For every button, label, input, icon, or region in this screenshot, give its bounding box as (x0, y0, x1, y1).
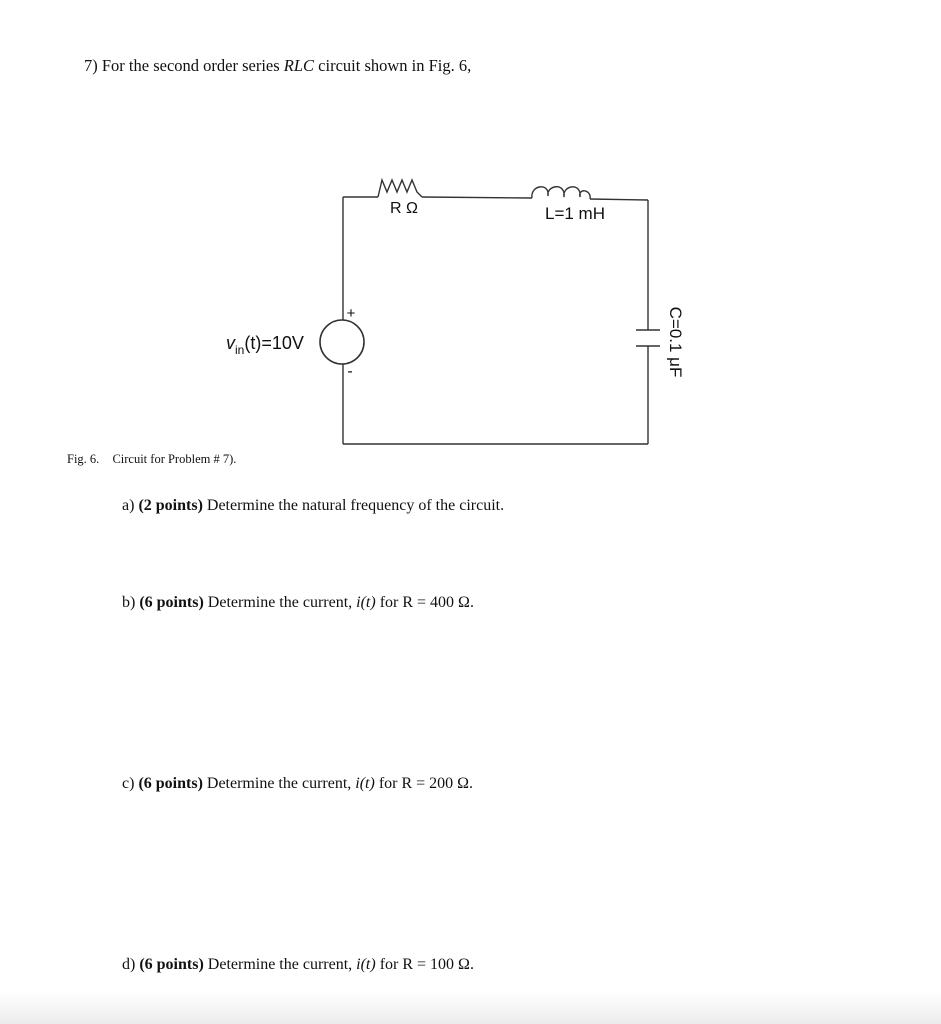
voltage-source-symbol (320, 320, 364, 364)
part-text: Determine the natural frequency of the circuit. (206, 497, 505, 514)
part-math: R = 400 Ω. (402, 594, 474, 611)
source-label (226, 333, 304, 357)
capacitor-label: C=0.1 μF (666, 306, 685, 378)
problem-number: 7) (84, 56, 98, 75)
part-points: (2 points) (138, 497, 203, 514)
part-func: i(t) (355, 775, 375, 792)
part-letter: a) (122, 497, 135, 514)
part-for: for (379, 956, 399, 973)
part-func: i(t) (356, 594, 376, 611)
inductor-label: L=1 mH (545, 204, 605, 223)
part-text: Determine the current, (207, 594, 353, 611)
part-func: i(t) (356, 956, 376, 973)
part-b (122, 594, 474, 612)
part-text: Determine the current, (207, 956, 353, 973)
part-math: R = 100 Ω. (402, 956, 474, 973)
plus-sign: + (346, 305, 356, 322)
circuit-diagram (0, 0, 941, 460)
circuit-type: RLC (283, 56, 315, 75)
part-letter: d) (122, 956, 136, 973)
part-points: (6 points) (138, 775, 203, 792)
part-math: R = 200 Ω. (401, 775, 474, 792)
part-letter: c) (122, 775, 135, 792)
part-text: Determine the current, (206, 775, 352, 792)
minus-sign: - (347, 363, 353, 380)
part-points: (6 points) (139, 594, 204, 611)
resistor-label: R Ω (390, 200, 418, 217)
source-label-v: v (226, 333, 235, 353)
figure-label: Fig. 6. (67, 452, 100, 466)
resistor-symbol (378, 180, 422, 197)
part-a (122, 497, 504, 515)
part-points: (6 points) (139, 956, 204, 973)
problem-text-after: circuit shown in Fig. 6, (318, 56, 472, 75)
part-letter: b) (122, 594, 136, 611)
figure-caption-text: Circuit for Problem # 7). (112, 452, 237, 466)
source-label-sub: in (235, 343, 245, 357)
wire-top-mid (422, 197, 532, 198)
problem-text-before: For the second order series (101, 56, 280, 75)
part-for: for (378, 775, 398, 792)
page-bottom-shade (0, 992, 941, 1024)
figure-caption (67, 452, 236, 467)
part-d (122, 956, 474, 974)
part-for: for (379, 594, 399, 611)
wire-top-right (590, 199, 648, 200)
part-c (122, 775, 473, 793)
source-label-rest: (t)=10V (244, 333, 304, 353)
inductor-symbol (532, 187, 590, 199)
